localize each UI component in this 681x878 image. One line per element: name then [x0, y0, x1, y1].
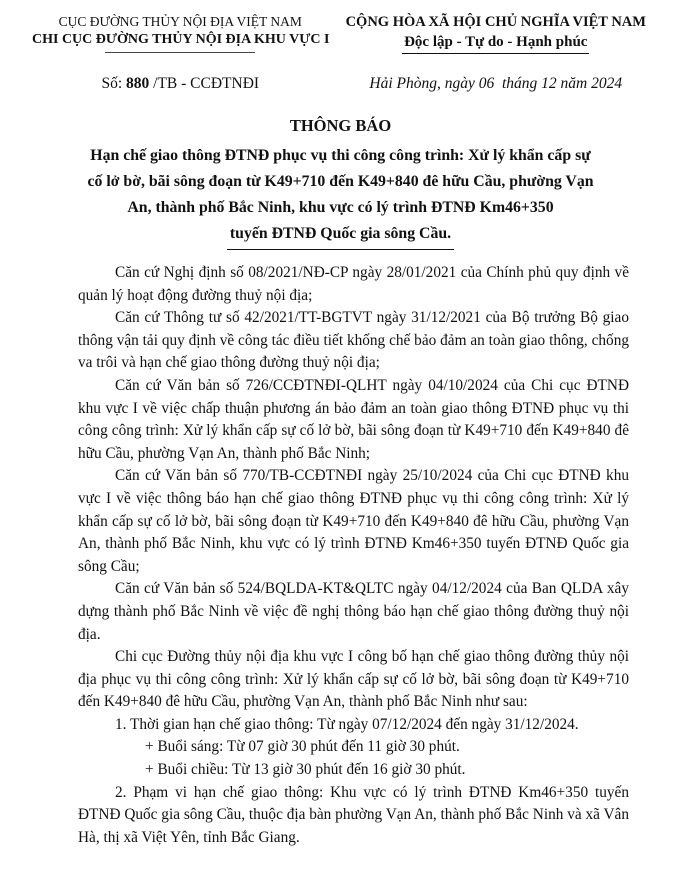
subtitle-underlined-text: tuyến ĐTNĐ Quốc gia sông Cầu.: [227, 221, 454, 250]
place-and-date: Hải Phòng, ngày 06 tháng 12 năm 2024: [369, 75, 623, 92]
subtitle-line: Hạn chế giao thông ĐTNĐ phục vụ thi công công trình: Xử lý khẩn cấp sự: [90, 147, 591, 164]
subtitle-line: cố lở bờ, bãi sông đoạn từ K49+710 đến K49+840 đê hữu Cầu, phường Vạn: [87, 173, 594, 190]
subtitle-line-underlined: [0, 221, 681, 250]
title-block: [0, 116, 681, 250]
national-title: CỘNG HÒA XÃ HỘI CHỦ NGHĨA VIỆT NAM: [345, 14, 646, 30]
body-paragraph-legal-basis: Căn cứ Văn bản số 524/BQLDA-KT&QLTC ngày 04/12/2024 của Ban QLDA xây dựng thành phố Bắc Ninh về việc đề nghị thông báo hạn chế giao thông đường thuỷ nội địa.: [78, 580, 629, 643]
parent-agency-name: CỤC ĐƯỜNG THỦY NỘI ĐỊA VIỆT NAM: [58, 14, 302, 29]
body-item-scope-restriction: 2. Phạm vi hạn chế giao thông: Khu vực có lý trình ĐTNĐ Km46+350 tuyến ĐTNĐ Quốc gia sông Cầu, thuộc địa bàn phường Vạn An, thành phố Bắc Ninh và xã Vân Hà, thị xã Việt Yên, tỉnh Bắc Giang.: [78, 783, 629, 846]
body-paragraph-legal-basis: Căn cứ Văn bản số 770/TB-CCĐTNĐI ngày 25/10/2024 của Chi cục ĐTNĐ khu vực I về việc thông báo hạn chế giao thông ĐTNĐ phục vụ thi công công trình: Xử lý khẩn cấp sự cố lở bờ, bãi sông đoạn từ K49+710 đến K49+840 đê hữu Cầu, phường Vạn An, thành phố Bắc Ninh, khu vực có lý trình ĐTNĐ Km46+350 tuyến ĐTNĐ Quốc gia sông Cầu;: [78, 467, 629, 575]
letterhead: [0, 13, 681, 54]
issuing-agency-block: [32, 13, 329, 54]
document-number: [32, 75, 329, 93]
national-motto: Độc lập - Tự do - Hạnh phúc: [402, 33, 589, 54]
national-motto-block: [329, 13, 663, 54]
body-item-time-restriction: 1. Thời gian hạn chế giao thông: Từ ngày 07/12/2024 đến ngày 31/12/2024.: [115, 715, 579, 733]
doc-meta-row: [0, 75, 681, 93]
document-body: [0, 262, 681, 849]
body-subitem-morning: + Buổi sáng: Từ 07 giờ 30 phút đến 11 giờ 30 phút.: [145, 738, 460, 756]
document-subtitle: [0, 143, 681, 250]
agency-underline-rule: [105, 52, 255, 53]
doc-number-value: 880: [126, 75, 150, 92]
body-paragraph-announcement: Chi cục Đường thủy nội địa khu vực I công bố hạn chế giao thông đường thủy nội địa phục vụ thi công công trình: Xử lý khẩn cấp sự cố lở bờ, bãi sông đoạn từ K49+710 đến K49+840 đê hữu Cầu, phường Vạn An, thành phố Bắc Ninh như sau:: [78, 648, 629, 711]
body-paragraph-legal-basis: Căn cứ Thông tư số 42/2021/TT-BGTVT ngày 31/12/2021 của Bộ trưởng Bộ giao thông vận tải quy định về công tác điều tiết khống chế bảo đảm an toàn giao thông, chống va trôi và hạn chế giao thông đường thuỷ nội địa;: [78, 309, 629, 372]
doc-number-suffix: /TB - CCĐTNĐI: [149, 75, 260, 92]
body-subitem-afternoon: + Buổi chiều: Từ 13 giờ 30 phút đến 16 giờ 30 phút.: [145, 761, 466, 779]
doc-number-prefix: Số:: [101, 75, 127, 92]
document-title: THÔNG BÁO: [289, 116, 392, 135]
subtitle-line: An, thành phố Bắc Ninh, khu vực có lý trình ĐTNĐ Km46+350: [127, 199, 554, 216]
body-paragraph-legal-basis: Căn cứ Văn bản số 726/CCĐTNĐI-QLHT ngày 04/10/2024 của Chi cục ĐTNĐ khu vực I về việc chấp thuận phương án bảo đảm an toàn giao thông ĐTNĐ phục vụ thi công công trình: Xử lý khẩn cấp sự cố lở bờ, bãi sông đoạn từ K49+710 đến K49+840 đê hữu Cầu, phường Vạn An, thành phố Bắc Ninh;: [78, 376, 629, 462]
body-paragraph-legal-basis: Căn cứ Nghị định số 08/2021/NĐ-CP ngày 28/01/2021 của Chính phủ quy định về quản lý hoạt động đường thuỷ nội địa;: [78, 264, 629, 304]
issuing-agency-name: CHI CỤC ĐƯỜNG THỦY NỘI ĐỊA KHU VỰC I: [32, 32, 330, 47]
